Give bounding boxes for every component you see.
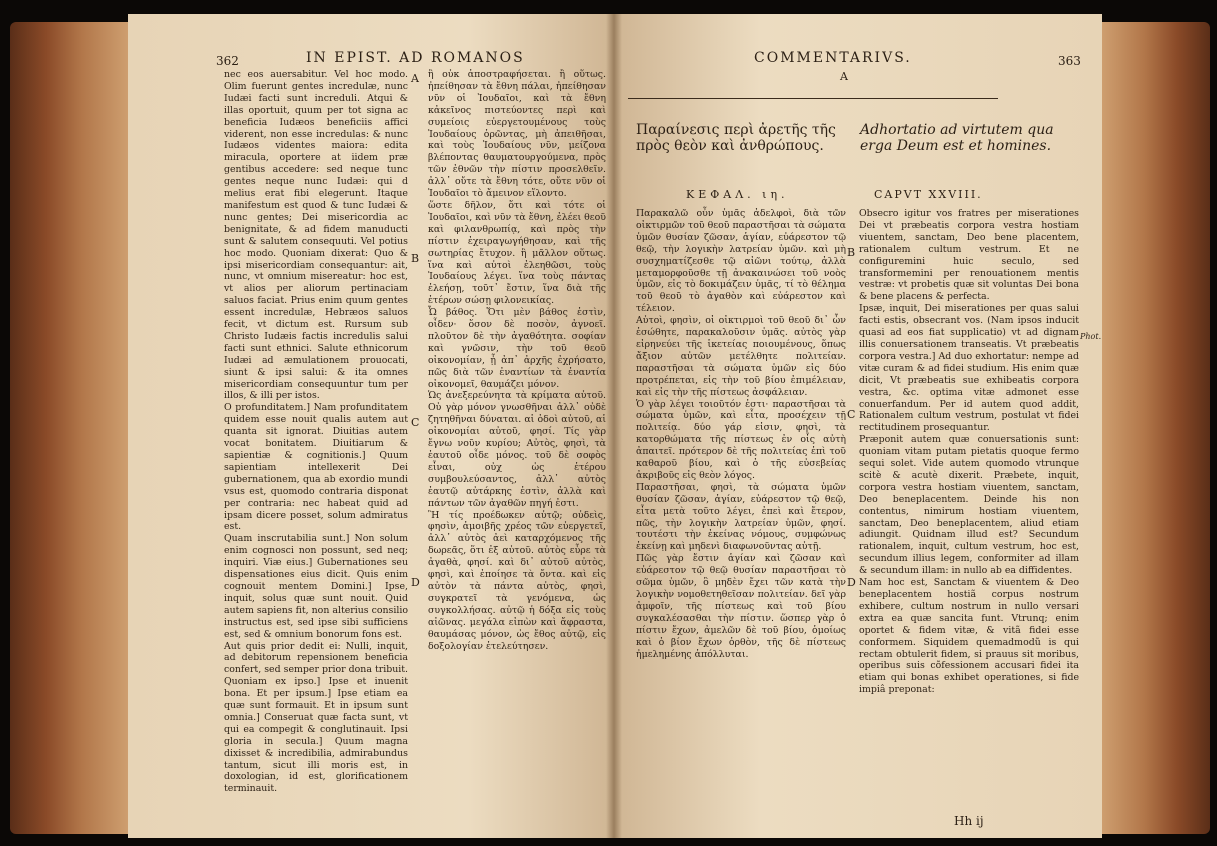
right-margin-letter-b: B <box>847 246 856 259</box>
margin-note: Phot. <box>1080 332 1102 341</box>
left-latin-paragraph: O profunditatem.] Nam profunditatem quidem esse nouit qualis autem aut quanta sit ignorat. Diuitias autem vocat bonitatem. Diuitiarum & sapientiæ & cognitionis.] Quum sapientiam intellexerit Dei gubernationem, qua ab exordio mundi vsus est, quomodo contraria disponat per contraria: nec habeat quid ad ipsam dicere posset, solum admiratus est. <box>224 402 408 533</box>
right-page-number: 363 <box>1058 54 1081 68</box>
right-latin-paragraph: Præponit autem quæ conuersationis sunt: quoniam vitam putam pietatis quoque fermo sequi solet. Vide autem quomodo vtrunque scitè & acutè dixerit. Præbete, inquit, corpora vestra hostiam viuentem, sanctam, Deo beneplacentem. Deinde his non contentus, nimirum hostiam viuentem, sanctam, Deo beneplacentem, aliud etiam adiungit. Quidnam illud est? Secundum rationalem, inquit, cultum vestrum, hoc est, secundum illius legem, conformiter ad illam & secundum illam: in nullo ab ea diffidentes. <box>859 434 1079 577</box>
left-page-edges <box>10 22 130 834</box>
right-greek-column <box>636 208 846 660</box>
left-greek-column <box>428 69 606 652</box>
left-latin-column <box>224 69 408 795</box>
left-running-head: IN EPIST. AD ROMANOS <box>306 50 525 66</box>
greek-section-heading: Παραίνεσις περὶ ἀρετῆς τῆς πρὸς θεὸν καὶ ἀνθρώπους. <box>636 122 836 154</box>
left-page-number: 362 <box>216 54 239 68</box>
left-greek-paragraph: Ὡς ἀνεξερεύνητα τὰ κρίματα αὐτοῦ. Οὐ γὰρ μόνον γνωσθῆναι ἀλλ᾽ οὐδὲ ζητηθῆναι δύναται. αἱ ὁδοὶ αὐτοῦ, αἱ οἰκονομίαι αὐτοῦ, φησί. Τίς γὰρ ἔγνω νοῦν κυρίου; Αὐτὸς, φησὶ, τὰ ἑαυτοῦ οἶδε μόνος. τοῦ δὲ σοφὸς εἶναι, οὐχ ὡς ἑτέρου συμβουλεύσαντος, ἀλλ᾽ αὐτὸς ἑαυτῷ αὐτάρκης ἐστὶν, ἀλλὰ καὶ πάντων τῶν ἀγαθῶν πηγή ἐστι. <box>428 390 606 509</box>
margin-letter-a: A <box>411 72 419 85</box>
book-gutter <box>606 14 622 838</box>
right-greek-paragraph: Παραστῆσαι, φησὶ, τὰ σώματα ὑμῶν θυσίαν ζῶσαν, ἁγίαν, εὐάρεστον τῷ θεῷ, εἶτα μετὰ τοῦτο λέγει, ἐπεὶ καὶ ἔτερον, πῶς, τὴν λογικὴν λατρείαν ὑμῶν, φησί. τουτέστι τὴν ἐκείνας νόμους, συμφώνως ἐκείνῃ καὶ μηδενὶ διαφωνοῦντας αὐτῇ. <box>636 481 846 553</box>
right-margin-letter-d: D <box>847 576 856 589</box>
right-latin-paragraph: Obsecro igitur vos fratres per miserationes Dei vt præbeatis corpora vestra hostiam viuentem, sanctam, Deo bene placentem, rationalem cultum vestrum. Et ne configuremini huic seculo, sed transformemini per renouationem mentis vestræ: vt probetis quæ sit voluntas Dei bona & bene placens & perfecta. <box>859 208 1079 303</box>
right-greek-paragraph: Πῶς γὰρ ἔστιν ἁγίαν καὶ ζῶσαν καὶ εὐάρεστον τῷ θεῷ θυσίαν παραστῆσαι τὸ σῶμα ὑμῶν, ὃ μηδὲν ἔχει τῶν κατὰ τὴν λογικὴν νομοθετηθεῖσαν πολιτείαν. δεῖ γὰρ ἀμφοῖν, τῆς πίστεως καὶ τοῦ βίου συγκαλέσασθαι τὴν πίστιν. ὥσπερ γὰρ ὁ πίστιν ἔχων, ἀμελῶν δὲ τοῦ βίου, ὁμοίως καὶ ὁ βίον ἔχων ὀρθὸν, τῆς δὲ πίστεως ἠμελημένης ἀπόλλυται. <box>636 553 846 660</box>
header-rule <box>628 98 998 99</box>
left-greek-paragraph: ὥστε δῆλον, ὅτι καὶ τότε οἱ Ἰουδαῖοι, καὶ νῦν τὰ ἔθνη, ἐλέει θεοῦ καὶ φιλανθρωπίᾳ, καὶ πρὸς τὴν πίστιν ἐχειραγωγήθησαν, καὶ τῆς σωτηρίας ἔτυχον. ἢ μᾶλλον οὕτως. ἵνα καὶ αὐτοὶ ἐλεηθῶσι, τοὺς Ἰουδαίους λέγει. ἵνα τοὺς πάντας ἐλεήσῃ, τοῦτ᾽ ἔστιν, ἵνα διὰ τῆς ἑτέρων σώσῃ φιλονεικίας. <box>428 199 606 307</box>
right-latin-paragraph: Ipsæ, inquit, Dei miserationes per quas salui facti estis, obsecrant vos. (Nam ipsos inducit quasi ad eos fiat supplicatio) vt ad dignam illis conuersationem transeatis. Vt præbeatis corpora vestra.] Ad duo exhortatur: nempe ad vitæ curam & ad fidei studium. His enim quæ dicit, Vt præbeatis sue exhibeatis corpora vestra, &c. optima vitæ admonet esse conuerfandum. Per id autem quod addit, Rationalem cultum vestrum, postulat vt fidei rectitudinem prosequantur. <box>859 303 1079 434</box>
right-greek-paragraph: Αὐτοὶ, φησὶν, οἱ οἰκτιρμοὶ τοῦ θεοῦ δι᾽ ὧν ἐσώθητε, παρακαλοῦσιν ὑμᾶς. αὐτὸς γὰρ εἰρηνεύει τῆς ἱκετείας ποιουμένους, ὅπως ἄξιον αὐτῶν μετέλθητε πολιτείαν. παραστῆσαι τὰ σώματα ὑμῶν εἰς δύο προτρέπεται, εἰς τὴν τοῦ βίου ἐπιμέλειαν, καὶ εἰς τὴν τῆς πίστεως ἀσφάλειαν. <box>636 315 846 398</box>
left-latin-paragraph: Quam inscrutabilia sunt.] Non solum enim cognosci non possunt, sed neq; inquiri. Viæ eius.] Gubernationes seu dispensationes eius dicit. Quis enim cognouit mentem Domini.] Ipse, inquit, solus quæ sunt nouit. Quid autem sapiens fit, non alterius consilio instructus est, sed ipse sibi sufficiens est, sed & omnium bonorum fons est. <box>224 533 408 640</box>
right-greek-paragraph: Παρακαλῶ οὖν ὑμᾶς ἀδελφοὶ, διὰ τῶν οἰκτιρμῶν τοῦ θεοῦ παραστῆσαι τὰ σώματα ὑμῶν θυσίαν ζῶσαν, ἁγίαν, εὐάρεστον τῷ θεῷ, τὴν λογικὴν λατρείαν ὑμῶν. καὶ μὴ συσχηματίζεσθε τῷ αἰῶνι τούτῳ, ἀλλὰ μεταμορφοῦσθε τῇ ἀνακαινώσει τοῦ νοὸς ὑμῶν, εἰς τὸ δοκιμάζειν ὑμᾶς, τί τὸ θέλημα τοῦ θεοῦ τὸ ἀγαθὸν καὶ εὐάρεστον καὶ τέλειον. <box>636 208 846 315</box>
right-greek-paragraph: Ὁ γὰρ λέγει τοιοῦτόν ἐστι· παραστῆσαι τὰ σώματα ὑμῶν, καὶ εἶτα, προσέχειν τῇ πολιτείᾳ. δύο γάρ εἰσιν, φησὶ, τὰ κατορθώματα τῆς πίστεως ἐν οἷς αὐτὴ ἀπαιτεῖ. πρότερον δὲ τῆς πολιτείας ἐπὶ τοῦ καθαροῦ βίου, καὶ ὁ τῆς εὐσεβείας ἀκριβοῦς εἰς θεὸν λόγος. <box>636 398 846 481</box>
signature-letter: A <box>840 70 848 83</box>
right-page-edges <box>1100 22 1210 834</box>
latin-section-heading: Adhortatio ad virtutem qua erga Deum est et homines. <box>860 122 1054 154</box>
left-page <box>128 14 614 838</box>
margin-letter-b: B <box>411 252 420 265</box>
footer-signature: Hh ij <box>954 814 984 828</box>
left-greek-paragraph: Ἢ τίς προέδωκεν αὐτῷ; οὐδεὶς, φησὶν, ἀμοιβῆς χρέος τῶν εὐεργετεῖ, ἀλλ᾽ αὐτὸς ἀεὶ καταρχόμενος τῆς δωρεᾶς, ὅτι ἐξ αὐτοῦ. αὐτὸς εὗρε τὰ ἀγαθὰ, φησί. καὶ δι᾽ αὐτοῦ αὐτὸς, φησὶ, καὶ ἐποίησε τὰ ὄντα. καὶ εἰς αὐτὸν τὰ πάντα αὐτὸς, φησὶ, συγκρατεῖ τὰ γενόμενα, ὡς συγκολλήσας. αὐτῷ ἡ δόξα εἰς τοὺς αἰῶνας. μεγάλα εἰπὼν καὶ ἄφραστα, θαυμάσας μόνον, ὡς ἔθος αὐτῷ, εἰς δοξολογίαν ἐτελεύτησεν. <box>428 509 606 652</box>
right-latin-column <box>859 208 1079 696</box>
greek-chapter-label: ΚΕΦΑΛ. ιη. <box>686 188 789 201</box>
left-greek-paragraph: Ὦ βάθος. Ὅτι μὲν βάθος ἐστὶν, οἶδεν· ὅσον δὲ ποσὸν, ἀγνοεῖ. πλοῦτον δὲ τὴν ἀγαθότητα. σοφίαν καὶ γνῶσιν, τὴν τοῦ θεοῦ οἰκονομίαν, ᾗ ἀπ᾽ ἀρχῆς ἐχρήσατο, πῶς διὰ τῶν ἐναντίων τὰ ἐναντία οἰκονομεῖ, θαυμάζει μόνον. <box>428 307 606 390</box>
right-margin-letter-c: C <box>847 408 856 421</box>
right-latin-paragraph: Nam hoc est, Sanctam & viuentem & Deo beneplacentem hostiã corpus nostrum exhibere, cultum nostrum in nullo versari extra ea quæ sancita funt. Vtrunq; enim oportet & fidem vitæ, & vitã fidei esse conformem. Siquidem quemadmodũ is qui rectam obtulerit fidem, si prauus sit moribus, operibus suis cõfessionem accusari fidei ita etiam qui bonas exhibet operationes, si fide impiâ preponat: <box>859 577 1079 696</box>
latin-chapter-label: CAPVT XXVIII. <box>874 188 983 201</box>
margin-letter-c: C <box>411 416 420 429</box>
open-book <box>10 14 1210 838</box>
right-page <box>614 14 1102 838</box>
left-latin-paragraph: Aut quis prior dedit ei: Nulli, inquit, ad debitorum repensionem beneficia confert, sed semper prior dona tribuit. Quoniam ex ipso.] Ipse et inuenit bona. Et per ipsum.] Ipse etiam ea quæ sunt formauit. Et in ipsum sunt omnia.] Conseruat quæ facta sunt, vt qui ea compegit & conglutinauit. Ipsi gloria in secula.] Quum magna dixisset & incredibilia, admirabundus tantum, sicut illi moris est, in doxologian, id est, glorificationem terminauit. <box>224 640 408 795</box>
margin-letter-d: D <box>411 576 420 589</box>
right-running-head: COMMENTARIVS. <box>754 50 912 66</box>
left-greek-paragraph: ἢ οὐκ ἀποστραφήσεται. ἢ οὕτως. ἠπείθησαν τὰ ἔθνη πάλαι, ἠπείθησαν νῦν οἱ Ἰουδαῖοι, καὶ τὰ ἔθνη κἀκεῖνος πιστεύοντες περὶ καὶ συμείοις εὐεργετουμένους τοὺς Ἰουδαίους ὁρῶντας, μὴ ἀπειθῆσαι, καὶ τοὺς Ἰουδαίους νῦν, μείζονα βλέποντας θαυματουργούμενα, πρὸς τῶν ἐθνῶν τὴν πίστιν προσελθεῖν. ἀλλ᾽ οὔτε τὰ ἔθνη τότε, οὔτε νῦν οἱ Ἰουδαῖοι τὸ ἄμεινον εἵλοντο. <box>428 69 606 200</box>
left-latin-paragraph: nec eos auersabitur. Vel hoc modo. Olim fuerunt gentes incredulæ, nunc Iudæi facti sunt increduli. Atqui & illas oportuit, quum per tot signa ac beneficia Iudæos beneficiis affici viderent, non esse incredulas: & nunc Iudæos videntes maiora: edita miracula, oportere at iidem præ gentibus accedere: sed neque tunc gentes neque nunc Iudæi: qui d melius erat fibi elegerunt. Itaque manifestum est quod & tunc Iudæi & nunc gentes; Dei misericordia ac benignitate, & ad fidem manuducti sunt & salutem consequuti. Vel potius hoc modo. Quoniam dixerat: Quo & ipsi misericordiam consequantur: ait, nunc, vt omnium misereatur: hoc est, vt alios per aliorum pertinaciam saluos faciat. Prius enim quum gentes essent incredulæ, Hebræos saluos fecit, vt dictum est. Rursum sub Christo Iudæis factis incredulis salui facti sunt ethnici. Salute ethnicorum Iudæi ad æmulationem prouocati, siunt & ipsi salui: & ita omnes misericordiam consequuntur tum per illos, & illi per istos. <box>224 69 408 402</box>
